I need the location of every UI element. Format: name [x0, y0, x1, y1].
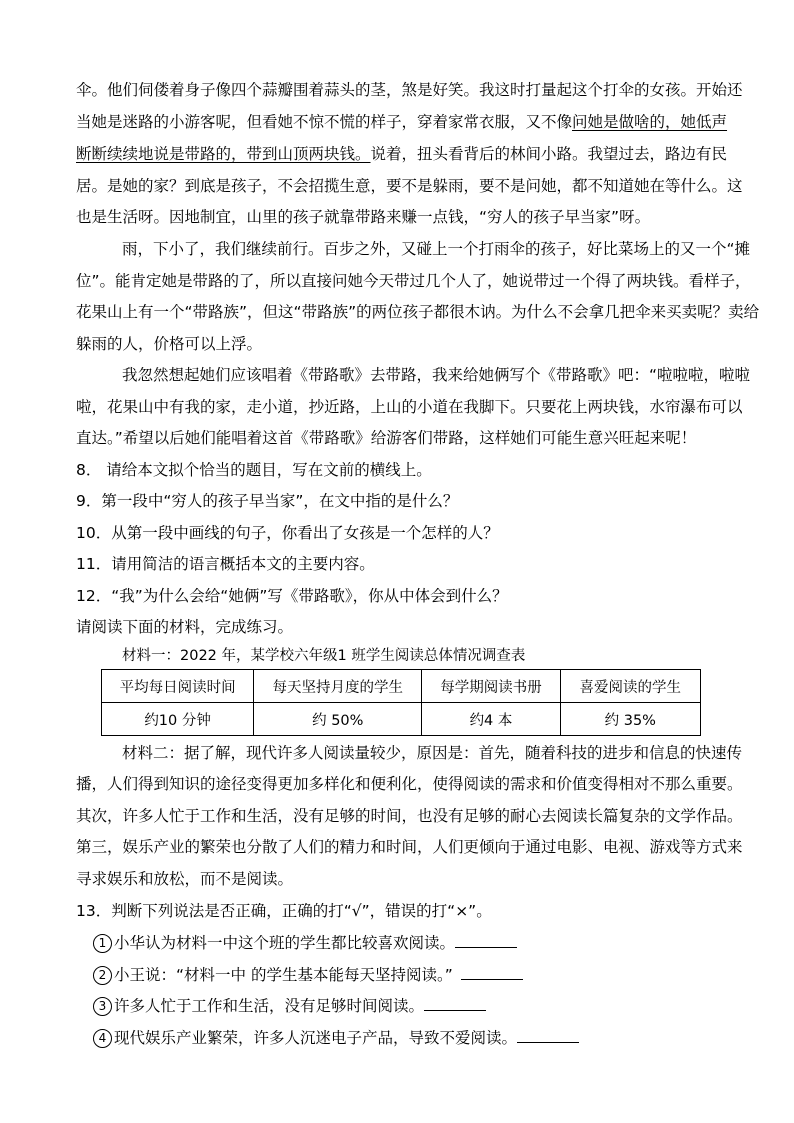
story-line: 伞。他们伺偻着身子像四个蒜瓣围着蒜头的茎，煞是好笑。我这时打量起这个打伞的女孩。开始还	[76, 81, 743, 99]
circled-number-3: 3	[93, 997, 112, 1016]
table-cell: 约 35%	[560, 703, 700, 736]
story-line	[76, 143, 728, 165]
story-line: 居。是她的家？到底是孩子，不会招揽生意，要不是躲雨，要不是问她，都不知道她在等什么。这	[76, 177, 743, 195]
material-two-line: 播，人们得到知识的途径变得更加多样化和便利化，使得阅读的需求和价值变得相对不那么重要。	[76, 775, 743, 793]
table-header-cell: 每学期阅读书册	[422, 670, 560, 703]
material-two-line: 寻求娱乐和放松，而不是阅读。	[76, 870, 294, 888]
material-two-line: 其次，许多人忙于工作和生活，没有足够的时间，也没有足够的耐心去阅读长篇复杂的文学作品。	[76, 807, 743, 825]
question-10: 10．从第一段中画线的句子，你看出了女孩是一个怎样的人？	[76, 524, 499, 542]
story-line: 我忽然想起她们应该唱着《带路歌》去带路，我来给她俩写个《带路歌》吧：“啦啦啦，啦啦	[122, 366, 751, 384]
judgement-item-3	[93, 994, 724, 1017]
table-header-row	[102, 670, 701, 703]
material-one-title: 材料一：2022 年，某学校六年级1 班学生阅读总体情况调查表	[122, 648, 526, 664]
story-text: 当她是迷路的小游客呢，但看她不惊不慌的样子，穿着家常衣服，又不像	[76, 113, 573, 131]
question-13: 13．判断下列说法是否正确，正确的打“√”，错误的打“×”。	[76, 902, 492, 920]
story-line: 直达。”希望以后她们能唱着这首《带路歌》给游客们带路，这样她们可能生意兴旺起来呢！	[76, 429, 697, 447]
question-8: 8． 请给本文拟个恰当的题目，写在文前的横线上。	[76, 461, 432, 479]
story-line: 位”。能肯定她是带路的了，所以直接问她今天带过几个人了，她说带过一个得了两块钱。看样子，	[76, 272, 751, 290]
table-cell: 约 50%	[254, 703, 422, 736]
judgement-text: 许多人忙于工作和生活，没有足够时间阅读。	[114, 997, 425, 1015]
reading-instruction: 请阅读下面的材料，完成练习。	[76, 618, 294, 636]
answer-blank[interactable]	[517, 1026, 579, 1043]
judgement-item-2	[93, 963, 724, 986]
story-line	[76, 111, 728, 133]
judgement-text: 小华认为材料一中这个班的学生都比较喜欢阅读。	[114, 934, 456, 952]
material-two-line: 第三，娱乐产业的繁荣也分散了人们的精力和时间，人们更倾向于通过电影、电视、游戏等方式来	[76, 838, 743, 856]
question-9: 9．第一段中“穷人的孩子早当家”，在文中指的是什么？	[76, 492, 459, 510]
judgement-item-4	[93, 1026, 724, 1049]
circled-number-1: 1	[93, 934, 112, 953]
judgement-text: 现代娱乐产业繁荣，许多人沉迷电子产品，导致不爱阅读。	[114, 1029, 518, 1047]
answer-blank[interactable]	[424, 994, 486, 1011]
question-12: 12．“我”为什么会给“她俩”写《带路歌》，你从中体会到什么？	[76, 587, 508, 605]
judgement-text: 小王说：“材料一中 的学生基本能每天坚持阅读。”	[114, 966, 453, 984]
circled-number-2: 2	[93, 966, 112, 985]
answer-blank[interactable]	[461, 963, 523, 980]
table-cell: 约10 分钟	[102, 703, 254, 736]
survey-table	[101, 669, 701, 736]
story-line: 躲雨的人，价格可以上浮。	[76, 335, 263, 353]
answer-blank[interactable]	[455, 931, 517, 948]
story-text: 说着，扭头看背后的林间小路。我望过去，路边有民	[370, 145, 728, 163]
story-line: 花果山上有一个“带路族”，但这“带路族”的两位孩子都很木讷。为什么不会拿几把伞来买卖呢？卖给	[76, 303, 760, 321]
material-two-line: 材料二：据了解，现代许多人阅读量较少，原因是：首先，随着科技的进步和信息的快速传	[122, 744, 743, 762]
judgement-item-1	[93, 931, 724, 954]
circled-number-4: 4	[93, 1029, 112, 1048]
table-row	[102, 703, 701, 736]
underlined-sentence: 断断续续地说是带路的，带到山顶两块钱。	[76, 145, 371, 163]
table-header-cell: 平均每日阅读时间	[102, 670, 254, 703]
table-header-cell: 喜爱阅读的学生	[560, 670, 700, 703]
question-11: 11．请用简洁的语言概括本文的主要内容。	[76, 555, 375, 573]
story-line: 雨，下小了，我们继续前行。百步之外，又碰上一个打雨伞的孩子，好比菜场上的又一个“摊	[122, 240, 751, 258]
underlined-sentence: 问她是做啥的，她低声	[572, 113, 728, 131]
table-header-cell: 每天坚持月度的学生	[254, 670, 422, 703]
story-line: 啦，花果山中有我的家，走小道，抄近路，上山的小道在我脚下。只要花上两块钱，水帘瀑布可以	[76, 398, 743, 416]
table-cell: 约4 本	[422, 703, 560, 736]
story-line: 也是生活呀。因地制宜，山里的孩子就靠带路来赚一点钱，“穷人的孩子早当家”呀。	[76, 208, 651, 226]
